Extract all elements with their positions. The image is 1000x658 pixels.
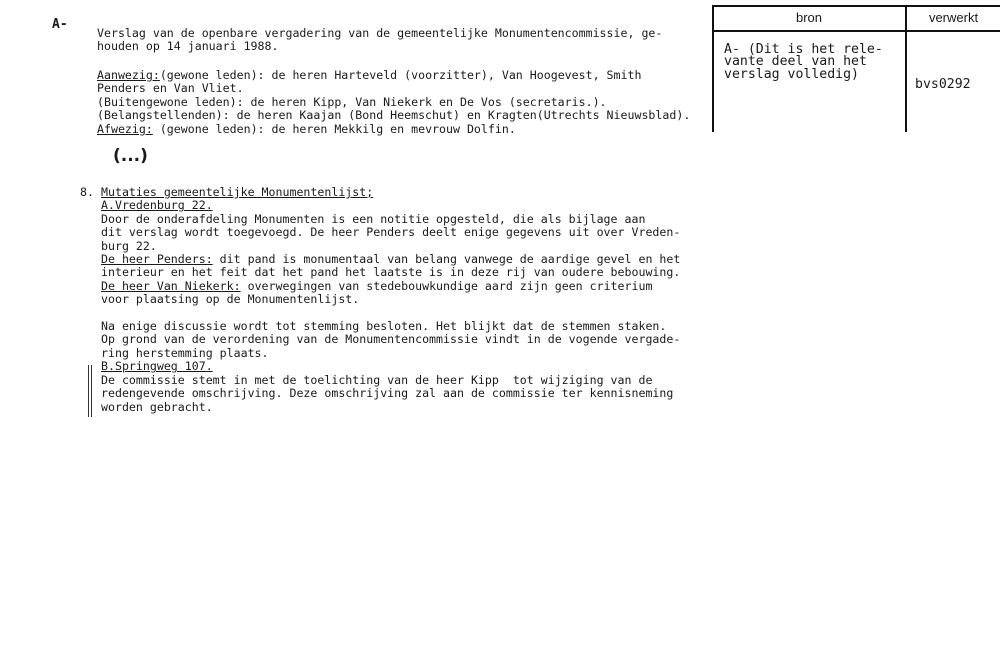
header-processed: verwerkt bbox=[928, 10, 979, 25]
para-a-line: dit verslag wordt toegevoegd. De heer Penders deelt enige gegevens uit over Vreden- bbox=[101, 225, 681, 240]
source-note-line: verslag volledig) bbox=[724, 66, 859, 82]
vanniekerk-continued: voor plaatsing op de Monumentenlijst. bbox=[101, 292, 360, 307]
sub-a-title: A.Vredenburg 22. bbox=[101, 198, 213, 213]
discussion-line: Op grond van de verordening van de Monumentencommissie vindt in de vogende vergade- bbox=[101, 332, 681, 347]
extraordinary-members: (Buitengewone leden): de heren Kipp, Van Niekerk en De Vos (secretaris.). bbox=[97, 94, 607, 109]
penders-label: De heer Penders: bbox=[101, 252, 213, 267]
header-source: bron bbox=[795, 10, 823, 25]
source-note-line: vante deel van het bbox=[724, 54, 867, 70]
sub-b-title: B.Springweg 107. bbox=[101, 359, 213, 374]
table-top-border bbox=[712, 5, 1000, 7]
para-a-line: Door de onderafdeling Monumenten is een notitie opgesteld, die als bijlage aan bbox=[101, 211, 646, 226]
processed-code: bvs0292 bbox=[915, 77, 971, 92]
heading-line-1: Verslag van de openbare vergadering van de gemeentelijke Monumentencommissie, ge- bbox=[97, 26, 663, 40]
attendance-block bbox=[97, 69, 690, 136]
source-table bbox=[712, 5, 1000, 132]
para-b-line: worden gebracht. bbox=[101, 399, 213, 414]
para-a-line: burg 22. bbox=[101, 238, 157, 253]
omission-ellipsis: (...) bbox=[113, 146, 148, 166]
source-note bbox=[724, 44, 883, 81]
present-text: (gewone leden): de heren Harteveld (voorzitter), Van Hoogevest, Smith bbox=[159, 68, 642, 82]
absent-label: Afwezig: bbox=[97, 121, 153, 136]
item-8-body bbox=[101, 186, 680, 414]
margin-change-bar bbox=[88, 365, 92, 417]
item-title: Mutaties gemeentelijke Monumentenlijst; bbox=[101, 185, 374, 199]
source-note-line: A- (Dit is het rele- bbox=[724, 42, 883, 57]
discussion-line: Na enige discussie wordt tot stemming besloten. Het blijkt dat de stemmen staken. bbox=[101, 319, 667, 334]
present-label: Aanwezig: bbox=[97, 68, 160, 82]
discussion-line: ring herstemming plaats. bbox=[101, 345, 269, 360]
heading-line-2: houden op 14 januari 1988. bbox=[97, 39, 279, 54]
vanniekerk-text: overwegingen van stedebouwkundige aard zijn geen criterium bbox=[240, 278, 653, 293]
present-continued: Penders en Van Vliet. bbox=[97, 81, 244, 96]
table-header-divider bbox=[712, 30, 1000, 32]
vanniekerk-label: De heer Van Niekerk: bbox=[101, 278, 241, 293]
penders-continued: interieur en het feit dat het pand het laatste is in deze rij van oudere bebouwing. bbox=[101, 265, 681, 280]
stakeholders: (Belangstellenden): de heren Kaajan (Bond Heemschut) en Kragten(Utrechts Nieuwsblad). bbox=[97, 108, 691, 123]
margin-mark: A- bbox=[52, 17, 68, 32]
report-heading bbox=[97, 27, 662, 54]
penders-text: dit pand is monumentaal van belang vanwege de aardige gevel en het bbox=[212, 252, 681, 267]
para-b-line: redengevende omschrijving. Deze omschrijving zal aan de commissie ter kennisneming bbox=[101, 386, 674, 401]
item-number: 8. bbox=[80, 185, 94, 199]
absent-text: (gewone leden): de heren Mekkilg en mevrouw Dolfin. bbox=[152, 121, 516, 136]
para-b-line: De commissie stemt in met de toelichting van de heer Kipp tot wijziging van de bbox=[101, 372, 653, 387]
